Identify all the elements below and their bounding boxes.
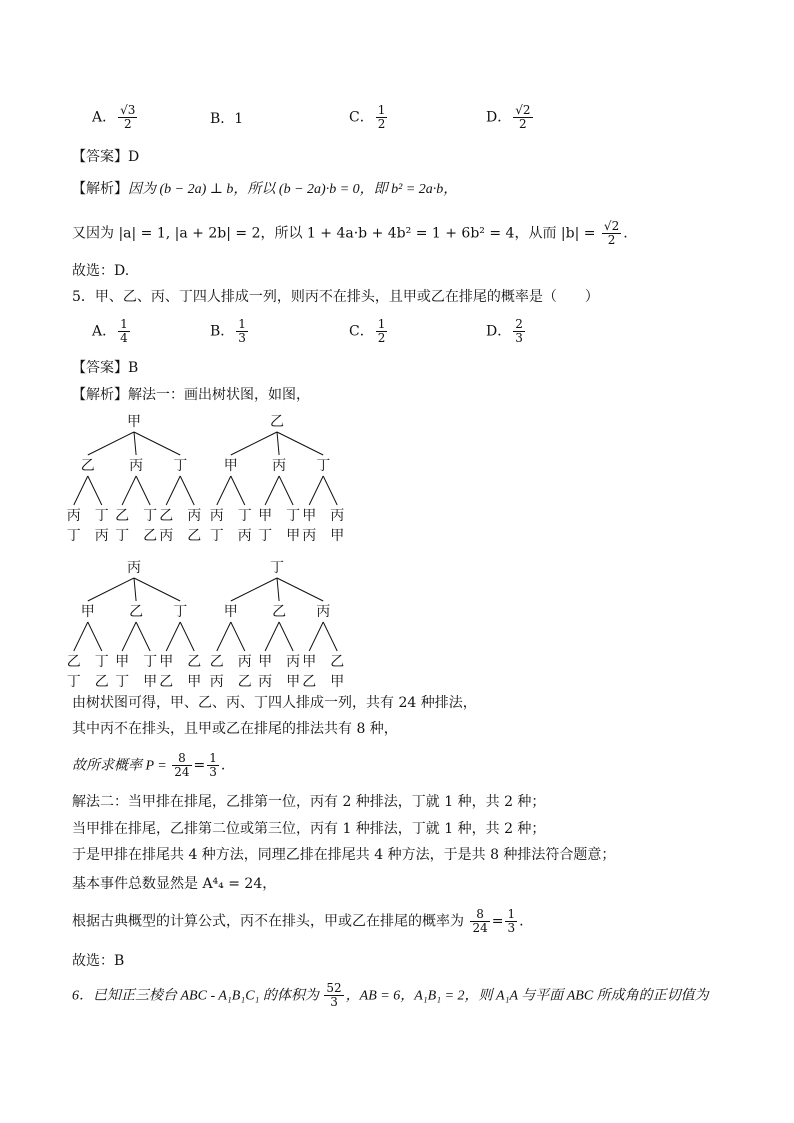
tree-leaf-node: 乙: [159, 674, 174, 688]
q4-analysis-tag: 【解析】: [72, 181, 128, 197]
q5-method2-line5-fraction2: [505, 908, 517, 935]
tree-branch: [279, 622, 293, 651]
q5-conclusion: 故选：B: [72, 953, 125, 969]
q4-analysis-line1-text: 因为 (b − 2a) ⊥ b，所以 (b − 2a)·b = 0，即 b² = 2a·b，: [128, 182, 458, 197]
q6-stem-b: ，AB = 6，A₁B₁ = 2，则 A₁A 与平面 ABC 所成角的正切值为: [345, 988, 709, 1004]
q6-stem-a: 6．已知正三棱台 ABC - A₁B₁C₁ 的体积为: [72, 988, 323, 1004]
tree-branch: [122, 622, 136, 651]
q5-method2-line5-den2: 3: [507, 921, 516, 935]
tree-branch: [180, 622, 194, 651]
q4-option-c-num: 1: [377, 103, 386, 117]
q5-method2-line3: 于是甲排在排尾共 4 种方法，同理乙排在排尾共 4 种方法，于是共 8 种排法符合题意；: [72, 847, 616, 863]
q4-option-b: [210, 110, 243, 128]
q5-line-c-end: .: [220, 757, 226, 774]
tree-root-node: 乙: [270, 414, 284, 430]
q4-option-d: [486, 104, 535, 131]
q5-option-a-fraction: [118, 318, 130, 345]
tree-leaf-node: 丁: [237, 508, 252, 524]
q5-option-b-label: B．: [210, 323, 235, 340]
tree-branch: [309, 622, 323, 651]
tree-leaf-node: 丁: [143, 508, 158, 524]
tree-branch: [217, 476, 231, 505]
tree-leaf-node: 乙: [302, 674, 317, 688]
q5-option-c-num: 1: [377, 317, 386, 331]
tree-child-node: 丁: [316, 458, 331, 474]
q5-line-b: 其中丙不在排头，且甲或乙在排尾的排法共有 8 种，: [72, 721, 398, 737]
tree-branch: [134, 432, 136, 455]
tree-leaf-node: 丙: [237, 528, 252, 544]
tree-leaf-node: 甲: [330, 674, 345, 688]
tree-child-node: 丙: [129, 458, 144, 474]
tree-leaf-node: 甲: [330, 528, 345, 544]
q5-analysis-intro-text: 解法一：画出树状图，如图，: [128, 387, 310, 403]
q4-analysis-line2: [72, 220, 628, 247]
tree-branch: [134, 578, 136, 601]
q4-option-d-fraction: [513, 104, 532, 131]
q6-stem: [72, 982, 709, 1009]
q5-option-a-label: A．: [92, 323, 117, 340]
q4-option-a: [92, 104, 139, 131]
q4-answer: [72, 148, 139, 166]
q5-method2-line1: 解法二：当甲排在排尾，乙排第一位，丙有 2 种排法，丁就 1 种，共 2 种；: [72, 794, 546, 810]
tree-leaf-node: 甲: [302, 654, 317, 670]
tree-branch: [122, 476, 136, 505]
tree-leaf-node: 丁: [143, 654, 158, 670]
tree-branch: [231, 622, 245, 651]
tree-leaf-node: 丙: [302, 528, 317, 544]
tree-branch: [136, 476, 150, 505]
tree-root-node: 甲: [127, 414, 141, 430]
tree-root-node: 丁: [270, 560, 284, 576]
q4-option-a-num: √3: [120, 103, 136, 117]
tree-leaf-node: 丁: [94, 508, 109, 524]
tree-branch: [277, 578, 279, 601]
q6-stem-fraction: [324, 982, 343, 1009]
tree-leaf-node: 甲: [159, 654, 174, 670]
tree-leaf-node: 丁: [66, 674, 81, 688]
q4-conclusion: 故选：D.: [72, 263, 130, 279]
tree-leaf-node: 丙: [66, 508, 81, 524]
q5-line-c-eq: =: [193, 757, 206, 774]
q5-option-c-fraction: [376, 318, 388, 345]
q4-option-a-fraction: [118, 104, 137, 131]
q5-option-b: [210, 318, 250, 345]
tree-leaf-node: 甲: [143, 674, 158, 688]
q5-option-a-den: 4: [120, 331, 128, 345]
tree-branch: [277, 578, 323, 601]
q5-option-d-num: 2: [515, 317, 523, 331]
tree-child-node: 丙: [272, 458, 287, 474]
q5-option-b-fraction: [236, 318, 248, 345]
tree-leaf-node: 乙: [66, 654, 81, 670]
tree-child-node: 甲: [223, 604, 238, 620]
tree-branch: [265, 622, 279, 651]
tree-branch: [309, 476, 323, 505]
q5-option-b-num: 1: [238, 317, 246, 331]
q5-line-c-den1: 24: [174, 765, 190, 779]
tree-branch: [231, 578, 277, 601]
q4-option-d-label: D．: [486, 109, 512, 126]
q5-analysis-tag: 【解析】: [72, 387, 128, 403]
tree-leaf-node: 丙: [330, 508, 345, 524]
tree-branch: [134, 578, 180, 601]
q5-line-c-fraction2: [207, 752, 219, 779]
tree-branch: [88, 578, 134, 601]
tree-branch: [323, 622, 337, 651]
q6-stem-den: 3: [330, 995, 338, 1009]
q4-analysis-line2-end: .: [623, 225, 628, 242]
q5-method2-line5-num1: 8: [470, 908, 489, 922]
q5-method2-line5-den1: 24: [472, 921, 488, 935]
tree-leaf-node: 甲: [115, 654, 130, 670]
q4-analysis-line2-den: 2: [607, 233, 616, 247]
tree-leaf-node: 乙: [209, 654, 224, 670]
q5-line-c-den2: 3: [209, 765, 217, 779]
tree-leaf-node: 甲: [286, 528, 301, 544]
q5-analysis-intro: [72, 386, 310, 404]
q5-line-c-pre: 故所求概率 P =: [72, 758, 171, 774]
tree-leaf-node: 丙: [209, 674, 224, 688]
tree-branch: [88, 622, 102, 651]
q5-line-c-num1: 8: [172, 752, 191, 766]
q5-option-a-num: 1: [120, 317, 128, 331]
q5-method2-line5-fraction1: [470, 908, 489, 935]
tree-branch: [134, 432, 180, 455]
q5-answer: [72, 359, 138, 377]
tree-branch: [231, 432, 277, 455]
tree-leaf-node: 甲: [286, 674, 301, 688]
tree-root-node: 丙: [127, 560, 141, 576]
tree-child-node: 甲: [80, 604, 95, 620]
q5-method2-line4: 基本事件总数显然是 A⁴₄ = 24，: [72, 876, 277, 892]
tree-branch: [277, 432, 323, 455]
tree-leaf-node: 丁: [286, 508, 301, 524]
tree-branch: [88, 432, 134, 455]
q5-option-c-label: C．: [349, 323, 374, 340]
q5-answer-value: B: [128, 360, 139, 376]
q5-option-c-den: 2: [377, 331, 386, 345]
q5-method2-line5: [72, 908, 524, 935]
q5-option-d: [486, 318, 527, 345]
q4-analysis-line2-text: 又因为 |a| = 1, |a + 2b| = 2，所以 1 + 4a·b + 4b² = 1 + 6b² = 4，从而 |b| =: [72, 225, 600, 242]
tree-leaf-node: 乙: [330, 654, 345, 670]
q5-method2-line5-eq: =: [491, 913, 504, 930]
q4-option-a-den: 2: [123, 117, 132, 131]
tree-child-node: 甲: [223, 458, 238, 474]
q4-analysis-line2-fraction: [602, 220, 621, 247]
tree-leaf-node: 丁: [209, 528, 224, 544]
tree-leaf-node: 乙: [143, 528, 158, 544]
tree-child-node: 丁: [173, 604, 188, 620]
tree-child-node: 丙: [316, 604, 331, 620]
q5-line-c-fraction1: [172, 752, 191, 779]
q4-option-d-num: √2: [515, 103, 531, 117]
q5-option-a: [92, 318, 132, 345]
tree-leaf-node: 丙: [286, 654, 301, 670]
q5-line-a: 由树状图可得，甲、乙、丙、丁四人排成一列，共有 24 种排法，: [72, 695, 477, 711]
q4-option-d-den: 2: [519, 117, 527, 131]
tree-leaf-node: 丙: [237, 654, 252, 670]
q4-option-b-value: 1: [234, 111, 244, 127]
tree-branch: [88, 476, 102, 505]
tree-leaf-node: 丁: [94, 654, 109, 670]
tree-leaf-node: 甲: [258, 508, 273, 524]
q4-answer-tag: 【答案】: [72, 149, 128, 165]
q5-answer-tag: 【答案】: [72, 360, 128, 376]
tree-child-node: 乙: [80, 458, 95, 474]
q5-method2-line5-end: .: [519, 913, 524, 930]
tree-leaf-node: 丁: [258, 528, 273, 544]
tree-branch: [277, 432, 279, 455]
tree-leaf-node: 丁: [115, 674, 130, 688]
tree-child-node: 乙: [129, 604, 144, 620]
tree-leaf-node: 丙: [258, 674, 273, 688]
tree-branch: [231, 476, 245, 505]
tree-child-node: 乙: [272, 604, 287, 620]
tree-leaf-node: 乙: [94, 674, 109, 688]
tree-child-node: 丁: [173, 458, 188, 474]
tree-leaf-node: 丁: [66, 528, 81, 544]
q5-line-c-num2: 1: [209, 751, 217, 765]
tree-leaf-node: 丙: [209, 508, 224, 524]
q4-option-a-label: A．: [92, 109, 117, 126]
q4-option-c-label: C．: [349, 109, 374, 126]
tree-leaf-node: 甲: [302, 508, 317, 524]
q4-analysis-line1: [72, 180, 457, 199]
q5-method2-line5-pre: 根据古典概型的计算公式，丙不在排头，甲或乙在排尾的概率为: [72, 913, 469, 930]
q5-option-d-den: 3: [515, 331, 523, 345]
tree-leaf-node: 乙: [115, 508, 130, 524]
q4-option-c-fraction: [376, 104, 388, 131]
q5-stem: 5．甲、乙、丙、丁四人排成一列，则丙不在排头，且甲或乙在排尾的概率是（ ）: [72, 289, 599, 305]
q4-option-c-den: 2: [377, 117, 386, 131]
tree-leaf-node: 丙: [159, 528, 174, 544]
tree-leaf-node: 丙: [187, 508, 202, 524]
tree-leaf-node: 乙: [159, 508, 174, 524]
q4-answer-value: D: [128, 149, 140, 165]
q5-option-d-label: D．: [486, 323, 512, 340]
tree-leaf-node: 乙: [187, 528, 202, 544]
tree-branch: [265, 476, 279, 505]
tree-branch: [74, 476, 88, 505]
q5-method2-line2: 当甲排在排尾，乙排第二位或第三位，丙有 1 种排法，丁就 1 种，共 2 种；: [72, 821, 546, 837]
tree-leaf-node: 乙: [187, 654, 202, 670]
tree-branch: [74, 622, 88, 651]
tree-leaf-node: 丁: [115, 528, 130, 544]
tree-leaf-node: 甲: [258, 654, 273, 670]
tree-branch: [180, 476, 194, 505]
tree-branch: [323, 476, 337, 505]
q5-option-c: [349, 318, 389, 345]
tree-leaf-node: 甲: [187, 674, 202, 688]
q5-method2-line5-num2: 1: [507, 907, 516, 921]
q4-analysis-line2-num: √2: [603, 219, 620, 233]
q4-option-b-label: B．: [210, 111, 235, 127]
tree-branch: [166, 476, 180, 505]
q5-line-c: [72, 752, 225, 779]
tree-branch: [217, 622, 231, 651]
q4-option-c: [349, 104, 389, 131]
tree-diagrams: [0, 408, 794, 688]
q5-option-d-fraction: [513, 318, 525, 345]
q5-option-b-den: 3: [238, 331, 246, 345]
tree-branch: [279, 476, 293, 505]
tree-branch: [166, 622, 180, 651]
tree-leaf-node: 乙: [237, 674, 252, 688]
q6-stem-num: 52: [326, 981, 342, 995]
tree-leaf-node: 丙: [94, 528, 109, 544]
tree-branch: [136, 622, 150, 651]
